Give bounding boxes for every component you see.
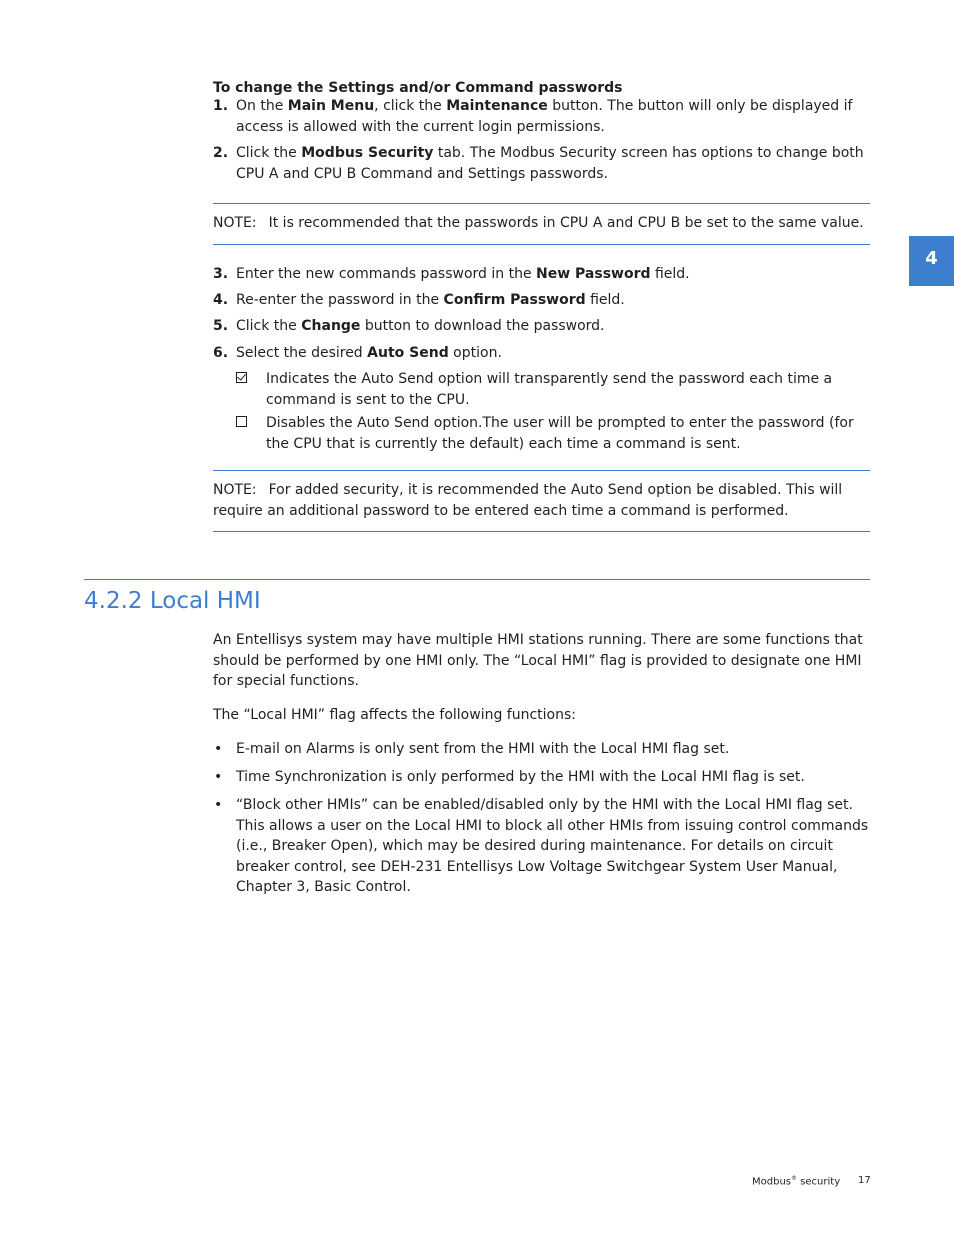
bullet-icon: •: [214, 769, 223, 785]
note-label: NOTE:: [213, 482, 257, 498]
step-number: 1.: [213, 98, 229, 114]
note-settings-passwords: [213, 213, 873, 234]
procedure-title: To change the Settings and/or Command passwords: [213, 80, 623, 96]
step-text: Enter the new commands password in the New Password field.: [236, 266, 690, 282]
section-heading: 4.2.2 Local HMI: [84, 588, 261, 614]
checked-checkbox-icon: [236, 372, 247, 383]
step-text: On the Main Menu, click the Maintenance button. The button will only be displayed if access is allowed with the current login permissions.: [236, 98, 853, 135]
footer-page-number: 17: [858, 1175, 871, 1186]
step-number: 5.: [213, 318, 229, 334]
chapter-tab: 4: [909, 236, 954, 286]
note-auto-send: [213, 480, 873, 521]
step-number: 3.: [213, 266, 229, 282]
step-number: 4.: [213, 292, 229, 308]
note-label: NOTE:: [213, 215, 257, 231]
step-text: Re-enter the password in the Confirm Password field.: [236, 292, 625, 308]
bullet-text: Time Synchronization is only performed by the HMI with the Local HMI flag is set.: [236, 769, 805, 785]
bullet-icon: •: [214, 797, 223, 813]
note-bottom-rule: [213, 244, 870, 245]
option-text: Disables the Auto Send option.The user will be prompted to enter the password (for the CPU that is currently the default) each time a command is sent.: [266, 415, 854, 452]
footer-section-name: Modbus® security: [752, 1175, 841, 1188]
note-top-rule: [213, 470, 870, 471]
unchecked-checkbox-icon: [236, 416, 247, 427]
note-top-rule: [213, 203, 870, 204]
step-text: Select the desired Auto Send option.: [236, 345, 502, 361]
bullet-icon: •: [214, 741, 223, 757]
bullet-text: “Block other HMIs” can be enabled/disabled only by the HMI with the Local HMI flag set. This allows a user on the Local HMI to block all other HMIs from issuing control commands (i.e., Breaker Open), which may be desired during maintenance. For details on circuit breaker control, see DEH-231 Entellisys Low Voltage Switchgear System User Manual, Chapter 3, Basic Control.: [236, 797, 869, 895]
step-text: Click the Modbus Security tab. The Modbus Security screen has options to change both CPU A and CPU B Command and Settings passwords.: [236, 145, 864, 182]
note-bottom-rule: [213, 531, 870, 532]
step-text: Click the Change button to download the password.: [236, 318, 605, 334]
section-rule: [84, 579, 870, 580]
note-text: It is recommended that the passwords in CPU A and CPU B be set to the same value.: [268, 215, 864, 231]
section-functions-intro: The “Local HMI” flag affects the following functions:: [213, 707, 577, 723]
section-intro-paragraph: An Entellisys system may have multiple HMI stations running. There are some functions that should be performed by one HMI only. The “Local HMI” flag is provided to designate one HMI for special functions.: [213, 632, 863, 689]
step-number: 6.: [213, 345, 229, 361]
option-text: Indicates the Auto Send option will transparently send the password each time a command is sent to the CPU.: [266, 371, 833, 408]
note-text: For added security, it is recommended the Auto Send option be disabled. This will require an additional password to be entered each time a command is performed.: [213, 482, 843, 519]
bullet-text: E-mail on Alarms is only sent from the HMI with the Local HMI flag set.: [236, 741, 730, 757]
step-number: 2.: [213, 145, 229, 161]
